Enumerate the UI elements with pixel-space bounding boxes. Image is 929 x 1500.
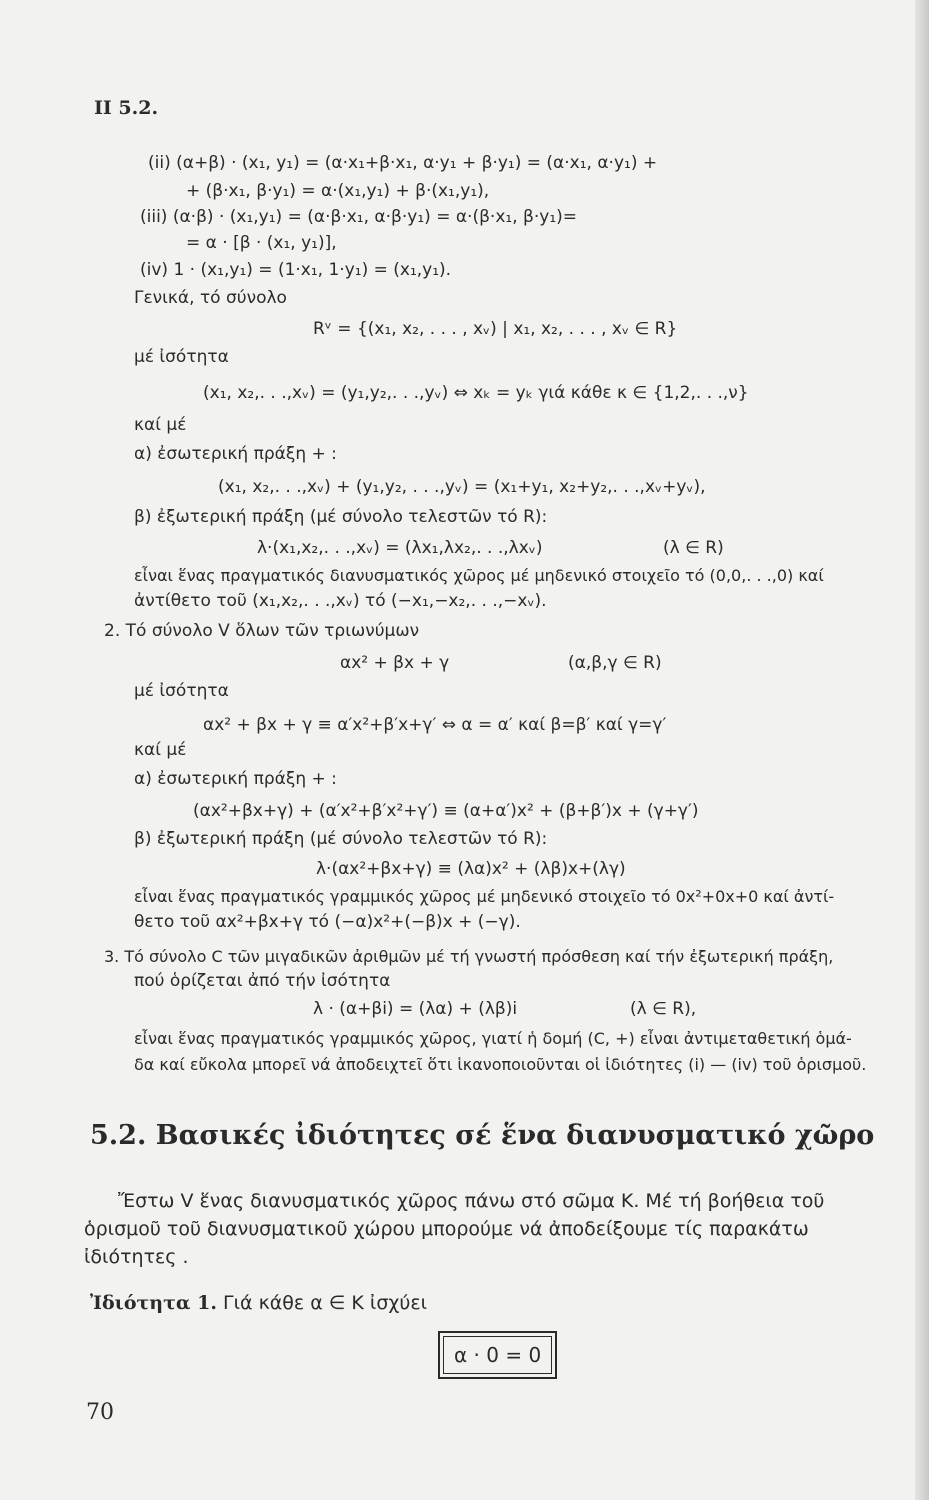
formula-condition: (α,β,γ ∈ R)	[568, 653, 662, 673]
text-line: εἶναι ἕνας πραγματικός γραμμικός χῶρος μέ μηδενικό στοιχεῖο τό 0x²+0x+0 καί ἀντί-	[134, 887, 835, 906]
text-line: 3. Τό σύνολο C τῶν μιγαδικῶν ἀριθμῶν μέ τή γνωστή πρόσθεση καί τήν ἐξωτερική πράξη,	[104, 947, 834, 966]
text-line: β) ἐξωτερική πράξη (μέ σύνολο τελεστῶν τό R):	[134, 829, 548, 849]
formula-line: (αx²+βx+γ) + (α′x²+β′x²+γ′) ≡ (α+α′)x² + (β+β′)x + (γ+γ′)	[193, 801, 699, 821]
text-line: εἶναι ἕνας πραγματικός γραμμικός χῶρος, γιατί ἡ δομή (C, +) εἶναι ἀντιμεταθετική ὁμά-	[134, 1029, 852, 1048]
boxed-formula-frame	[438, 1331, 557, 1379]
text-line: (iii) (α·β) · (x₁,y₁) = (α·β·x₁, α·β·y₁) = α·(β·x₁, β·y₁)=	[140, 207, 578, 227]
text-line: β) ἐξωτερική πράξη (μέ σύνολο τελεστῶν τό R):	[134, 507, 548, 527]
text-line: θετο τοῦ αx²+βx+γ τό (−α)x²+(−β)x + (−γ).	[134, 912, 521, 932]
formula-line: αx² + βx + γ ≡ α′x²+β′x+γ′ ⇔ α = α′ καί β=β′ καί γ=γ′	[203, 715, 667, 735]
formula-line: λ·(x₁,x₂,. . .,xᵥ) = (λx₁,λx₂,. . .,λxᵥ)	[257, 538, 543, 558]
paragraph-line: ἰδιότητες .	[84, 1246, 189, 1268]
text-line: ἀντίθετο τοῦ (x₁,x₂,. . .,xᵥ) τό (−x₁,−x₂,. . .,−xᵥ).	[134, 591, 547, 611]
text-line: 2. Τό σύνολο V ὅλων τῶν τριωνύμων	[104, 621, 420, 641]
boxed-formula: α · 0 = 0	[443, 1336, 552, 1374]
text-line: πού ὁρίζεται ἀπό τήν ἰσότητα	[134, 971, 391, 991]
formula-line: (x₁, x₂,. . .,xᵥ) = (y₁,y₂,. . .,yᵥ) ⇔ xₖ = yₖ γιά κάθε κ ∈ {1,2,. . .,ν}	[203, 383, 749, 403]
text-line: καί μέ	[134, 740, 187, 760]
text-line: + (β·x₁, β·y₁) = α·(x₁,y₁) + β·(x₁,y₁),	[186, 181, 490, 201]
text-line: μέ ἰσότητα	[134, 347, 229, 367]
page-edge-shadow	[915, 0, 929, 1500]
formula-condition: (λ ∈ R),	[630, 999, 697, 1019]
text-line: δα καί εὔκολα μπορεῖ νά ἀποδειχτεῖ ὅτι ἱκανοποιοῦνται οἱ ἰδιότητες (i) — (iv) τοῦ ὁρισμοῦ.	[134, 1055, 867, 1074]
text-line: καί μέ	[134, 415, 187, 435]
section-heading: 5.2. Βασικές ἰδιότητες σέ ἕνα διανυσματικό χῶρο	[90, 1120, 875, 1151]
text-line: Γενικά, τό σύνολο	[134, 288, 287, 308]
text-line: (iv) 1 · (x₁,y₁) = (1·x₁, 1·y₁) = (x₁,y₁).	[140, 260, 452, 280]
text-line: (ii) (α+β) · (x₁, y₁) = (α·x₁+β·x₁, α·y₁ + β·y₁) = (α·x₁, α·y₁) +	[148, 153, 658, 173]
paragraph-line: Ἔστω V ἕνας διανυσματικός χῶρος πάνω στό σῶμα Κ. Μέ τή βοήθεια τοῦ	[118, 1190, 825, 1212]
text-line: = α · [β · (x₁, y₁)],	[186, 233, 337, 253]
property-label: Ἰδιότητα 1.	[90, 1292, 217, 1314]
page-number: 70	[86, 1400, 114, 1425]
property-text: Γιά κάθε α ∈ Κ ἰσχύει	[223, 1292, 428, 1314]
formula-condition: (λ ∈ R)	[663, 538, 724, 558]
text-line: α) ἐσωτερική πράξη + :	[134, 444, 337, 464]
paragraph-line: ὁρισμοῦ τοῦ διανυσματικοῦ χώρου μπορούμε νά ἀποδείξουμε τίς παρακάτω	[84, 1218, 809, 1240]
text-line: α) ἐσωτερική πράξη + :	[134, 769, 337, 789]
text-line: μέ ἰσότητα	[134, 681, 229, 701]
formula-line: λ·(αx²+βx+γ) ≡ (λα)x² + (λβ)x+(λγ)	[316, 859, 626, 879]
formula-line: λ · (α+βi) = (λα) + (λβ)i	[313, 999, 518, 1019]
running-header: ΙΙ 5.2.	[94, 97, 159, 119]
formula-line: αx² + βx + γ	[340, 653, 450, 673]
property-statement	[90, 1290, 427, 1316]
formula-line: Rᵛ = {(x₁, x₂, . . . , xᵥ) | x₁, x₂, . . . , xᵥ ∈ R}	[313, 319, 678, 339]
text-line: εἶναι ἕνας πραγματικός διανυσματικός χῶρος μέ μηδενικό στοιχεῖο τό (0,0,. . .,0) καί	[134, 566, 824, 585]
formula-line: (x₁, x₂,. . .,xᵥ) + (y₁,y₂, . . .,yᵥ) = (x₁+y₁, x₂+y₂,. . .,xᵥ+yᵥ),	[218, 477, 706, 497]
